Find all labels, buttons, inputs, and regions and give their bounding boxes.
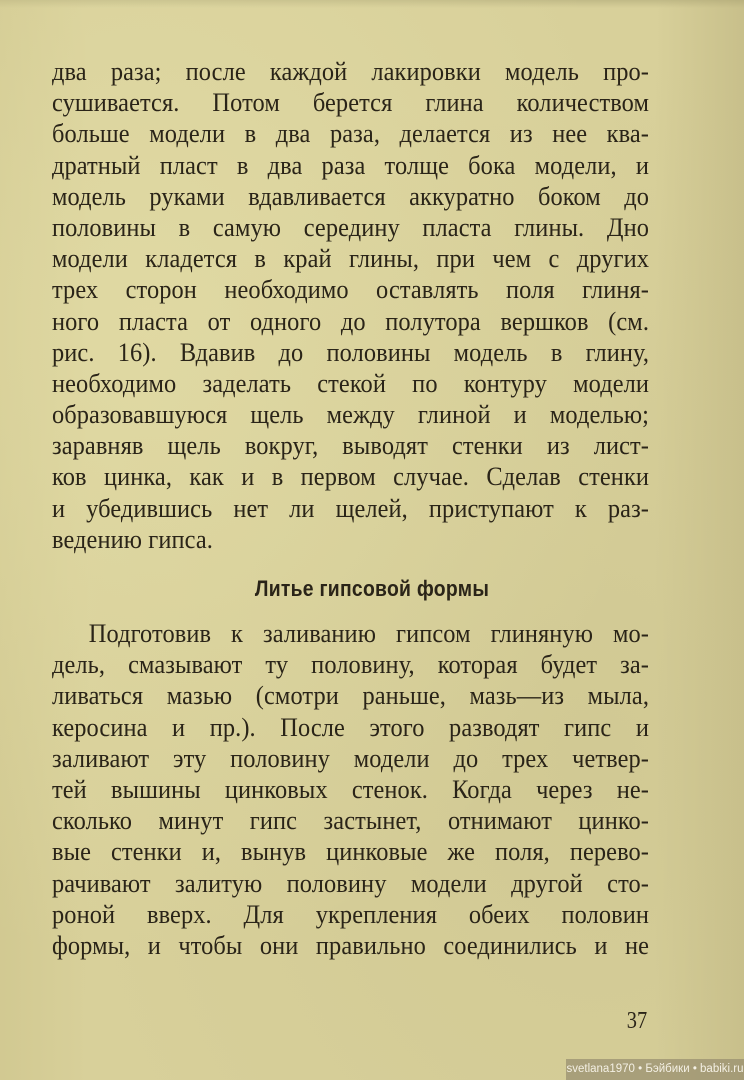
text-line: Подготовив к заливанию гипсом глиняную мо- xyxy=(88,618,650,648)
text-line: заравняв щель вокруг, выводят стенки из лист- xyxy=(52,430,650,461)
text-line: рачивают залитую половину модели другой сто- xyxy=(52,867,650,898)
paragraph-1 xyxy=(52,56,649,555)
text-line: дель, смазывают ту половину, которая будет за- xyxy=(52,649,650,680)
text-line: заливают эту половину модели до трех четвер- xyxy=(52,742,650,773)
text-line: трех сторон необходимо оставлять поля глиня- xyxy=(52,274,650,305)
text-line: больше модели в два раза, делается из нее ква- xyxy=(52,118,650,149)
text-line: роной вверх. Для укрепления обеих половин xyxy=(52,898,650,929)
text-line: модели кладется в край глины, при чем с других xyxy=(52,243,650,274)
text-line: тей вышины цинковых стенок. Когда через не- xyxy=(52,773,650,804)
text-line: керосина и пр.). После этого разводят гипс и xyxy=(52,711,650,742)
section-heading: Литье гипсовой формы xyxy=(254,576,490,601)
text-line: ного пласта от одного до полутора вершков (см. xyxy=(52,305,650,336)
page-number: 37 xyxy=(626,1008,648,1034)
text-line: ливаться мазью (смотри раньше, мазь—из мыла, xyxy=(52,680,650,711)
watermark: svetlana1970 • Бэйбики • babiki.ru xyxy=(566,1059,744,1080)
text-line: ведению гипса. xyxy=(52,523,213,554)
text-line: ков цинка, как и в первом случае. Сделав стенки xyxy=(52,461,650,492)
text-line: половины в самую середину пласта глины. Дно xyxy=(52,211,650,242)
text-line: модель руками вдавливается аккуратно боком до xyxy=(52,180,650,211)
text-line: формы, и чтобы они правильно соединились и не xyxy=(52,929,650,960)
text-line: два раза; после каждой лакировки модель про- xyxy=(52,56,650,86)
text-line: и убедившись нет ли щелей, приступают к раз- xyxy=(52,492,650,523)
text-line: необходимо заделать стекой по контуру модели xyxy=(52,367,650,398)
text-line: сушивается. Потом берется глина количеством xyxy=(52,87,650,118)
paragraph-2 xyxy=(52,618,649,961)
text-line: образовавшуюся щель между глиной и моделью; xyxy=(52,399,650,430)
text-line: дратный пласт в два раза толще бока модели, и xyxy=(52,149,650,180)
text-line: сколько минут гипс застынет, отнимают цинко- xyxy=(52,805,650,836)
text-line: рис. 16). Вдавив до половины модель в глину, xyxy=(52,336,650,367)
text-line: вые стенки и, вынув цинковые же поля, перево- xyxy=(52,836,650,867)
